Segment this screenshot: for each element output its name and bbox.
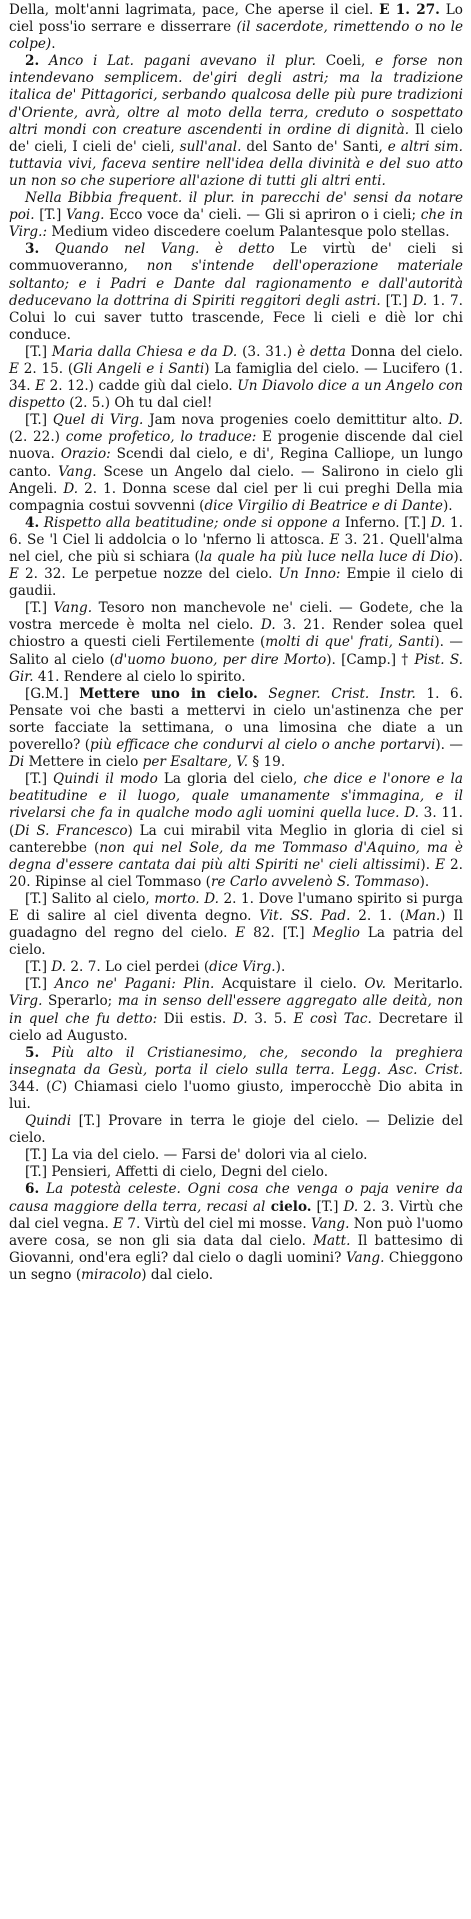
text-run: Coeli, — [315, 53, 376, 70]
italic-text: Man. — [405, 907, 441, 924]
italic-text: La potestà celeste. Ogni cosa che venga o paja venire da causa maggiore della terra, recasi al — [9, 1181, 463, 1215]
text-run: 2. 3. Virtù che dal ciel vegna. — [9, 1198, 464, 1232]
italic-text: che dice e l'onore e la beatitudine e il luogo, quale umanamente s'immagina, e il rivelarsi che fa in qualche modo agli uomini quella luce. D. — [9, 771, 463, 822]
text-run: [T.] — [25, 600, 54, 617]
italic-text: E — [329, 531, 340, 548]
text-run: [T.] — [25, 959, 52, 976]
bold-text: 6. — [25, 1181, 40, 1198]
text-run: [G.M.] — [25, 685, 80, 702]
text-run: [T.] — [25, 343, 52, 360]
text-run: [T.] — [25, 412, 53, 429]
entry-paragraph — [9, 771, 463, 891]
italic-text: Vang. — [345, 1249, 385, 1266]
text-run: 2. 12.) cadde giù dal cielo. — [45, 378, 238, 395]
text-run: Sperarlo; — [42, 993, 118, 1010]
text-run: Lo ciel poss'io serrare e disserrare — [9, 2, 463, 36]
entry-paragraph — [9, 344, 463, 412]
entry-paragraph — [9, 515, 463, 600]
text-run: 82. [T.] — [245, 925, 313, 942]
text-run: Dii estis. — [157, 1010, 233, 1027]
italic-text: morto. D. — [154, 890, 219, 907]
italic-text: D. — [63, 480, 79, 497]
italic-text: ma in senso dell'essere aggregato alle deità, non in quel che fu detto: — [9, 993, 463, 1027]
entry-paragraph — [9, 600, 463, 685]
italic-text: Vang. — [58, 463, 97, 480]
italic-text: Quindi — [25, 1113, 72, 1130]
text-run: ) La cui mirabil vita Meglio in gloria di ciel si canterebbe ( — [9, 822, 463, 856]
text-run: [T.] — [25, 976, 55, 993]
italic-text: per Esaltare, V. — [142, 754, 249, 771]
italic-text: (il sacerdote, rimettendo o no le colpe) — [9, 19, 463, 53]
text-run: Chieggono un segno ( — [9, 1249, 463, 1283]
entry-paragraph — [9, 1181, 463, 1284]
text-run: [T.] Salito al cielo, — [25, 890, 155, 907]
italic-text: Meglio — [312, 925, 360, 942]
text-run: [T.] Pensieri, Affetti di cielo, Degni del cielo. — [25, 1164, 329, 1181]
italic-text: E — [235, 925, 246, 942]
text-run: ) dal cielo. — [141, 1266, 214, 1283]
text-run: Donna del cielo. — [345, 343, 463, 360]
text-run: 1. 6. Pensate voi che basti a mettervi in cielo un'astinenza che per sorte facciate la settimana, o una limosina che diate a un poverello? ( — [9, 685, 464, 754]
italic-text: Gli Angeli e i Santi — [73, 360, 205, 377]
text-run: E progenie discende dal ciel nuova. — [9, 429, 463, 463]
italic-text: re Carlo avvelenò S. Tommaso — [210, 873, 420, 890]
text-run: Medium video discedere coelum Palantesque polo stellas. — [47, 224, 450, 241]
text-run: 3. 21. Quell'alma nel ciel, che più si schiara ( — [9, 531, 464, 565]
entry-paragraph — [9, 190, 463, 241]
text-run: (3. 31.) — [237, 343, 298, 360]
italic-text: Quel di Virg. — [52, 412, 144, 429]
text-run: ). — [453, 549, 463, 565]
italic-text: E — [35, 378, 46, 395]
italic-text: d'uomo buono, per dire Morto — [114, 651, 327, 668]
text-run: Ecco voce da' cieli. — Gli si apriron o i cieli; — [104, 207, 421, 224]
italic-text: E — [435, 856, 446, 873]
italic-text: Vang. — [53, 600, 93, 617]
italic-text: e forse non intendevano semplicem. de'giri degli astri; ma la tradizione italica de' Pittagorici, serbando qualcosa delle più pure tradizioni d'Oriente, avrà, oltre al moto della terra, creduto o sospettato altri mondi con creature ascendenti in ordine di dignità. — [9, 53, 463, 138]
text-run: 3. 5. — [247, 1010, 294, 1027]
italic-text: D. — [343, 1198, 359, 1215]
italic-text: Un Inno: — [278, 566, 341, 583]
text-run: ). — [442, 497, 453, 514]
italic-text: più efficace che condurvi al cielo o anche portarvi — [90, 737, 436, 754]
entry-paragraph — [9, 1164, 463, 1181]
bold-text: Mettere uno in cielo. — [79, 685, 258, 702]
italic-text: Anco ne' Pagani: Plin. — [54, 976, 215, 993]
text-run: Il battesimo di Giovanni, ond'era egli? dal cielo o dagli uomini? — [9, 1232, 463, 1266]
italic-text: Orazio: — [60, 446, 111, 463]
entry-paragraph — [9, 1147, 463, 1164]
bold-text: 5. — [25, 1044, 40, 1061]
entry-paragraph — [9, 412, 463, 515]
italic-text: Quando nel Vang. è detto — [39, 241, 275, 258]
text-run: Scendi dal cielo, e di', Regina Calliope, un lungo canto. — [9, 446, 463, 480]
italic-text: D. — [51, 959, 67, 976]
italic-text: è detta — [297, 343, 346, 360]
text-run: Meritarlo. — [385, 976, 464, 993]
italic-text: dice Virgilio di Beatrice e di Dante — [204, 497, 443, 514]
italic-text: Ov. — [364, 976, 386, 993]
text-run: (2. 22.) — [9, 429, 66, 446]
text-run: [T.] La via del cielo. — Farsi de' dolori via al cielo. — [25, 1147, 368, 1164]
italic-text: molti di que' frati, Santi — [265, 634, 435, 651]
italic-text: E — [113, 1215, 124, 1232]
italic-text: D. — [412, 292, 428, 309]
italic-text: E — [9, 566, 19, 583]
italic-text: Più alto il Cristianesimo, che, secondo la preghiera insegnata da Gesù, porta il cielo sulla terra. Legg. Asc. Crist. — [9, 1044, 463, 1078]
italic-text: non s'intende dell'operazione materiale soltanto; e i Padri e Dante dal ragionamento e dall'autorità deducevano la dottrina di Spiriti reggitori degli astri. — [9, 258, 463, 309]
text-run: Tesoro non manchevole ne' cieli. — Godete, che la vostra mercede è molta nel cielo. — [9, 600, 463, 634]
italic-text: Vang. — [65, 207, 105, 224]
italic-text: Quindi il modo — [53, 771, 158, 788]
text-run: ) Il guadagno del regno del cielo. — [9, 907, 463, 942]
italic-text: Un Diavolo dice a un Angelo con dispetto — [9, 378, 464, 412]
entry-paragraph — [9, 1045, 463, 1113]
entry-paragraph — [9, 1113, 463, 1147]
text-run: Acquistare il cielo. — [214, 976, 365, 993]
italic-text: la quale ha più luce nella luce di Dio — [199, 549, 454, 565]
text-run: 3. 21. Render solea quel chiostro a questi cieli Fertilemente ( — [9, 617, 463, 651]
text-run: 2. 1. Dove l'umano spirito si purga E di salire al ciel diventa degno. — [9, 890, 464, 924]
italic-text: e altri sim. tuttavia vivi, faceva sentire nell'idea della divinità e del suo atto un non so che superiore all'azione di tutti gli altri enti. — [9, 138, 463, 189]
text-run: ). [Camp.] † — [326, 651, 415, 668]
italic-text: Pist. S. Gir. — [9, 651, 463, 685]
italic-text: E così Tac. — [293, 1010, 372, 1027]
italic-text: Anco i Lat. pagani avevano il plur. — [39, 53, 316, 70]
italic-text: Vit. SS. Pad. — [259, 907, 351, 924]
text-run: 344. ( — [9, 1078, 52, 1095]
entry-paragraph — [9, 891, 463, 959]
text-run: Della, molt'anni lagrimata, pace, Che aperse il ciel. — [9, 2, 380, 18]
text-run: del Santo de' Santi, — [241, 138, 388, 155]
text-run: ). — [420, 856, 436, 873]
text-run: [T.] Provare in terra le gioje del cielo. — Delizie del cielo. — [9, 1113, 463, 1147]
text-run: 1. 7. Colui lo cui saver tutto trascende, Fece li cieli e diè lor chi conduce. — [9, 292, 463, 343]
italic-text: D. — [260, 617, 276, 634]
text-run: § 19. — [248, 754, 286, 771]
text-run: La patria del cielo. — [9, 925, 464, 959]
italic-text: sull'anal. — [179, 138, 242, 155]
italic-text: non qui nel Sole, da me Tommaso d'Aquino, ma è degna d'essere cantata dai più alti Spiriti ne' cieli altissimi — [9, 839, 463, 873]
italic-text: Vang. — [311, 1215, 350, 1232]
italic-text: D. — [430, 514, 446, 531]
italic-text: Virg. — [9, 993, 43, 1010]
italic-text: Di — [9, 754, 25, 771]
text-run: 2. 1. Donna scese dal ciel per li cui preghi Della mia compagnia costui sovvenni ( — [9, 480, 463, 514]
text-run: Decretare il cielo ad Augusto. — [9, 1010, 463, 1044]
italic-text: Di S. Francesco — [14, 822, 128, 839]
italic-text: miracolo — [81, 1266, 142, 1283]
text-run: . — [51, 36, 56, 53]
text-run: La gloria del cielo, — [157, 771, 304, 788]
text-run: [T.] — [380, 292, 413, 309]
text-run: Non può l'uomo avere cosa, se non gli sia data dal cielo. — [9, 1215, 463, 1249]
text-run: Le virtù de' cieli si commuoveranno, — [9, 241, 463, 275]
text-run: ). — Salito al cielo ( — [9, 634, 463, 668]
text-run: 2. 32. Le perpetue nozze del cielo. — [18, 566, 279, 583]
entry-paragraph — [9, 976, 463, 1044]
text-run: Inferno. [T.] — [340, 514, 431, 531]
text-run: Empie il cielo di gaudii. — [9, 566, 463, 600]
italic-text: C — [51, 1078, 62, 1095]
text-run: Scese un Angelo dal cielo. — Salirono in cielo gli Angeli. — [9, 463, 464, 497]
text-run: ). — — [435, 737, 463, 754]
bold-text: 2. — [25, 53, 40, 70]
text-run: 1. 6. Se 'l Ciel li addolcia o lo 'nferno li attosca. — [9, 514, 464, 548]
text-run: 7. Virtù del ciel mi mosse. — [123, 1215, 311, 1232]
entry-paragraph — [9, 241, 463, 344]
text-run: 2. 15. ( — [18, 360, 74, 377]
italic-text: Matt. — [313, 1232, 351, 1249]
text-run: 2. 20. Ripinse al ciel Tommaso ( — [9, 856, 464, 890]
italic-text: che in Virg.: — [9, 207, 463, 241]
text-run: 41. Rendere al cielo lo spirito. — [33, 668, 246, 685]
text-run: ) La famiglia del cielo. — Lucifero (1. 34. — [9, 360, 464, 395]
italic-text: Nella Bibbia frequent. il plur. in parecchi de' sensi da notare poi. — [9, 190, 463, 224]
text-run: 2. 1. ( — [350, 907, 406, 924]
text-run: ). — [419, 873, 430, 890]
text-run: Jam nova progenies coelo demittitur alto. — [143, 412, 449, 429]
italic-text: Maria dalla Chiesa e da D. — [51, 343, 238, 360]
bold-text: 4. — [25, 514, 40, 531]
dictionary-page — [9, 2, 463, 1916]
italic-text: Segner. Crist. Instr. — [257, 685, 416, 702]
italic-text: E — [9, 360, 19, 377]
text-run: 2. 7. Lo ciel perdei ( — [66, 959, 210, 976]
italic-text: D. — [448, 412, 464, 429]
italic-text: Rispetto alla beatitudine; onde si oppone a — [39, 514, 341, 531]
entry-paragraph — [9, 2, 463, 53]
text-run: [T.] — [311, 1198, 344, 1215]
entry-paragraph — [9, 959, 463, 976]
entry-paragraph — [9, 686, 463, 771]
text-run: ) Chiamasi cielo l'uomo giusto, imperocchè Dio abita in lui. — [9, 1078, 463, 1112]
text-run: Il cielo de' cieli, I cieli de' cieli, — [9, 121, 463, 155]
bold-text: E 1. 27. — [379, 2, 440, 18]
text-run: [T.] — [34, 207, 66, 224]
text-run: ). — [275, 959, 286, 976]
text-run: Mettere in cielo — [24, 754, 143, 771]
text-run: (2. 5.) Oh tu dal ciel! — [64, 395, 213, 412]
italic-text: come profetico, lo traduce: — [65, 429, 257, 446]
italic-text: D. — [232, 1010, 248, 1027]
italic-text: dice Virg. — [209, 959, 276, 976]
text-run: 3. 11. ( — [9, 805, 463, 839]
bold-text: 3. — [25, 241, 40, 258]
entry-paragraph — [9, 53, 463, 190]
text-run: [T.] — [25, 771, 54, 788]
bold-text: cielo. — [265, 1198, 312, 1215]
